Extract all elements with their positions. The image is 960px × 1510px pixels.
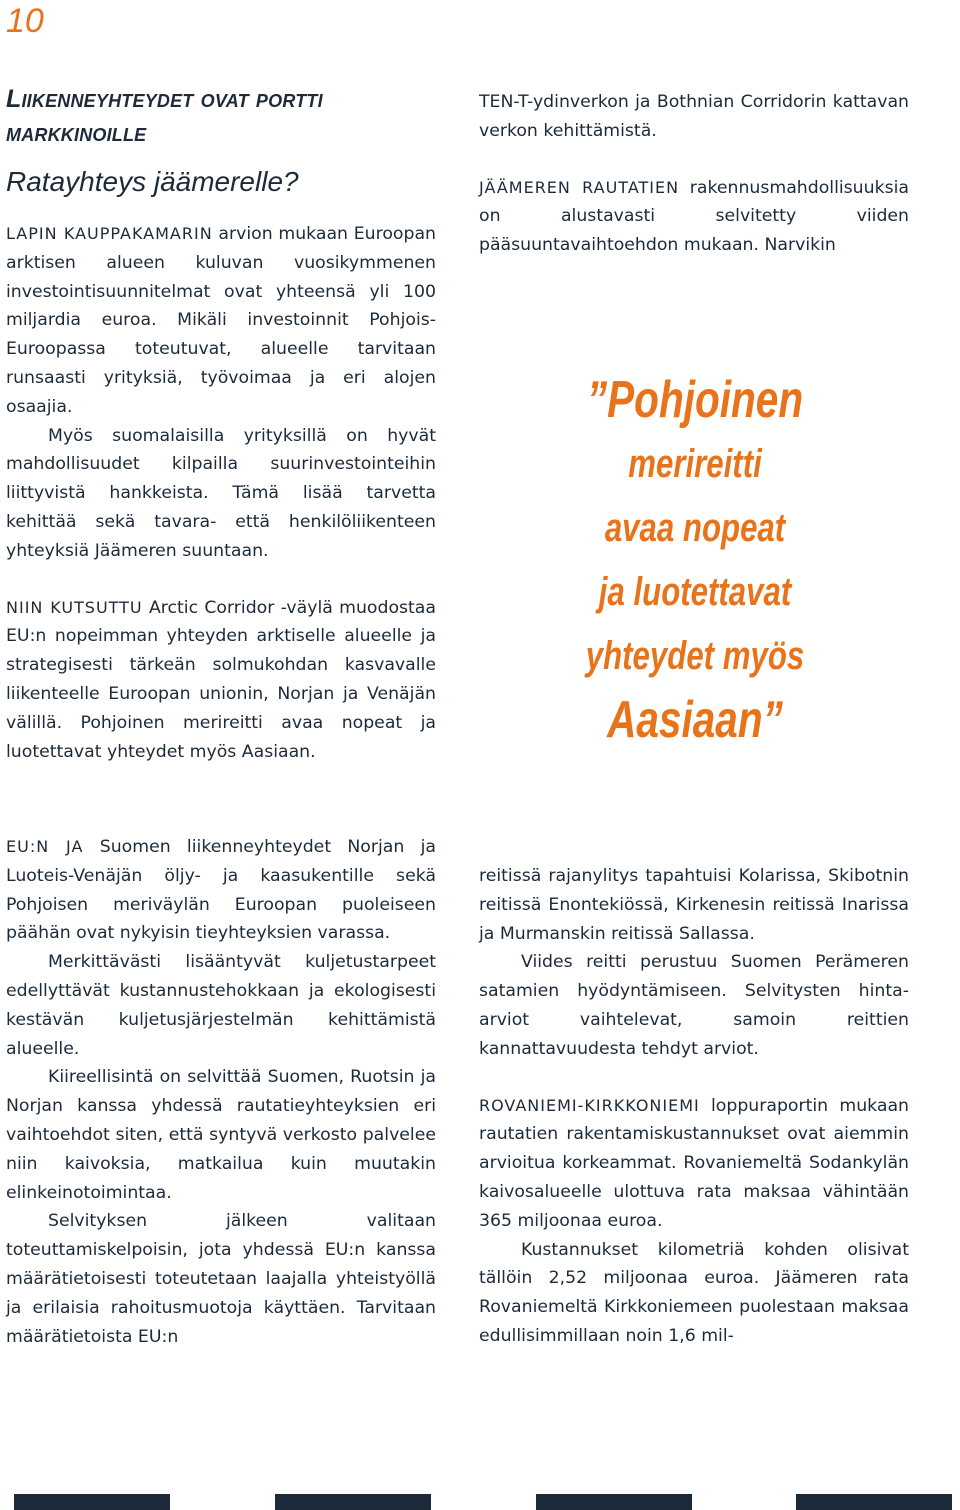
- paragraph-text: Arctic Corridor -väylä muodostaa EU:n nopeimman yhteyden arktiselle alueelle ja strategisesti tärkeän solmukohdan kasvavalle liikenteelle Euroopan unionin, Norjan ja Venäjän välillä. Pohjoinen merireitti avaa nopeat ja luotettavat yhteydet myös Aasiaan.: [6, 597, 436, 762]
- quote-line: merireitti: [628, 442, 762, 486]
- paragraph: TEN-T-ydinverkon ja Bothnian Corridorin kattavan verkon kehittämistä.: [479, 92, 909, 141]
- paragraph: Merkittävästi lisääntyvät kuljetustarpeet edellyttävät kustannustehokkaan ja ekologisesti kestävän kuljetusjärjestelmän kehittämistä alueelle.: [6, 952, 436, 1059]
- pull-quote: [535, 368, 855, 752]
- quote-line: Aasiaan”: [607, 691, 783, 749]
- page-number: 10: [6, 2, 44, 40]
- paragraph: [6, 833, 436, 948]
- paragraph: Kustannukset kilometriä kohden olisivat tällöin 2,52 miljoonaa euroa. Jäämeren rata Rovaniemeltä Kirkkoniemeen puolestaan maksaa edullisimmillaan noin 1,6 mil-: [479, 1239, 909, 1346]
- subtitle: Ratayhteys jäämerelle?: [6, 166, 299, 197]
- footer-bar: [275, 1494, 431, 1510]
- footer-bar: [14, 1494, 170, 1510]
- paragraph-text: arvion mukaan Euroopan arktisen alueen kuluvan vuosikymmenen investointisuunnitelmat ovat yhteensä yli 100 miljardia euroa. Mikäli investoinnit Pohjois-Euroopassa toteutuvat, alueelle tarvitaan runsaasti yrityksiä, työvoimaa ja eri alojen osaajia.: [6, 224, 436, 417]
- lead-in: JÄÄMEREN RAUTATIEN: [479, 177, 680, 197]
- lead-in: EU:N JA: [6, 837, 84, 856]
- paragraph-text: rakennusmahdollisuuksia on alustavasti selvitetty viiden pääsuuntavaihtoehdon mukaan. Narvikin: [479, 177, 909, 256]
- paragraph-text: loppuraportin mukaan rautatien rakentamiskustannukset ovat aiemmin arvioitua korkeammat. Rovaniemeltä Sodankylän kaivosalueelle ulottuva rata maksaa vähintään 365 miljoonaa euroa.: [479, 1095, 909, 1231]
- lead-in: ROVANIEMI-KIRKKONIEMI: [479, 1095, 700, 1115]
- footer-bar: [796, 1494, 952, 1510]
- quote-line: yhteydet myös: [585, 634, 805, 678]
- paragraph: [6, 220, 436, 422]
- section-title-line2: markkinoille: [6, 119, 147, 147]
- left-column-top: [6, 82, 436, 766]
- right-column-bottom: [479, 862, 909, 1351]
- quote-line: ”Pohjoinen: [586, 371, 804, 429]
- paragraph: [479, 1092, 909, 1236]
- lead-in: NIIN KUTSUTTU: [6, 597, 143, 617]
- paragraph: [6, 594, 436, 767]
- right-column-top: [479, 88, 909, 260]
- paragraph: Selvityksen jälkeen valitaan toteuttamiskelpoisin, jota yhdessä EU:n kanssa määrätietoisesti toteutetaan laajalla yhteistyöllä ja erilaisia rahoitusmuotoja käyttäen. Tarvitaan määrätietoista EU:n: [6, 1211, 436, 1347]
- footer-bar: [536, 1494, 692, 1510]
- paragraph: reitissä rajanylitys tapahtuisi Kolarissa, Skibotnin reitissä Enontekiössä, Kirkenesin reitissä Inarissa ja Murmanskin reitissä Sallassa.: [479, 866, 909, 944]
- paragraph: [479, 174, 909, 260]
- paragraph: Myös suomalaisilla yrityksillä on hyvät mahdollisuudet kilpailla suurinvestointeihin liittyvistä hankkeista. Tämä lisää tarvetta kehittää sekä tavara- että henkilöliikenteen yhteyksiä Jäämeren suuntaan.: [6, 425, 436, 561]
- quote-line: avaa nopeat: [604, 506, 786, 550]
- section-title: [6, 82, 436, 150]
- paragraph: Kiireellisintä on selvittää Suomen, Ruotsin ja Norjan kanssa yhdessä rautatieyhteyksien eri vaihtoehdot siten, että syntyvä verkosto palvelee niin kaivoksia, matkailua kuin muutakin elinkeinotoimintaa.: [6, 1067, 436, 1203]
- left-column-bottom: [6, 833, 436, 1351]
- paragraph: Viides reitti perustuu Suomen Perämeren satamien hyödyntämiseen. Selvitysten hinta-arviot vaihtelevat, samoin reittien kannattavuudesta tehdyt arviot.: [479, 952, 909, 1059]
- quote-line: ja luotettavat: [598, 570, 792, 614]
- paragraph-text: Suomen liikenneyhteydet Norjan ja Luoteis-Venäjän öljy- ja kaasukentille sekä Pohjoisen meriväylän Euroopan puoleiseen päähän ovat nykyisin tieyhteyksien varassa.: [6, 837, 436, 944]
- lead-in: LAPIN KAUPPAKAMARIN: [6, 224, 213, 243]
- section-title-line1: Liikenneyhteydet ovat portti: [6, 85, 323, 113]
